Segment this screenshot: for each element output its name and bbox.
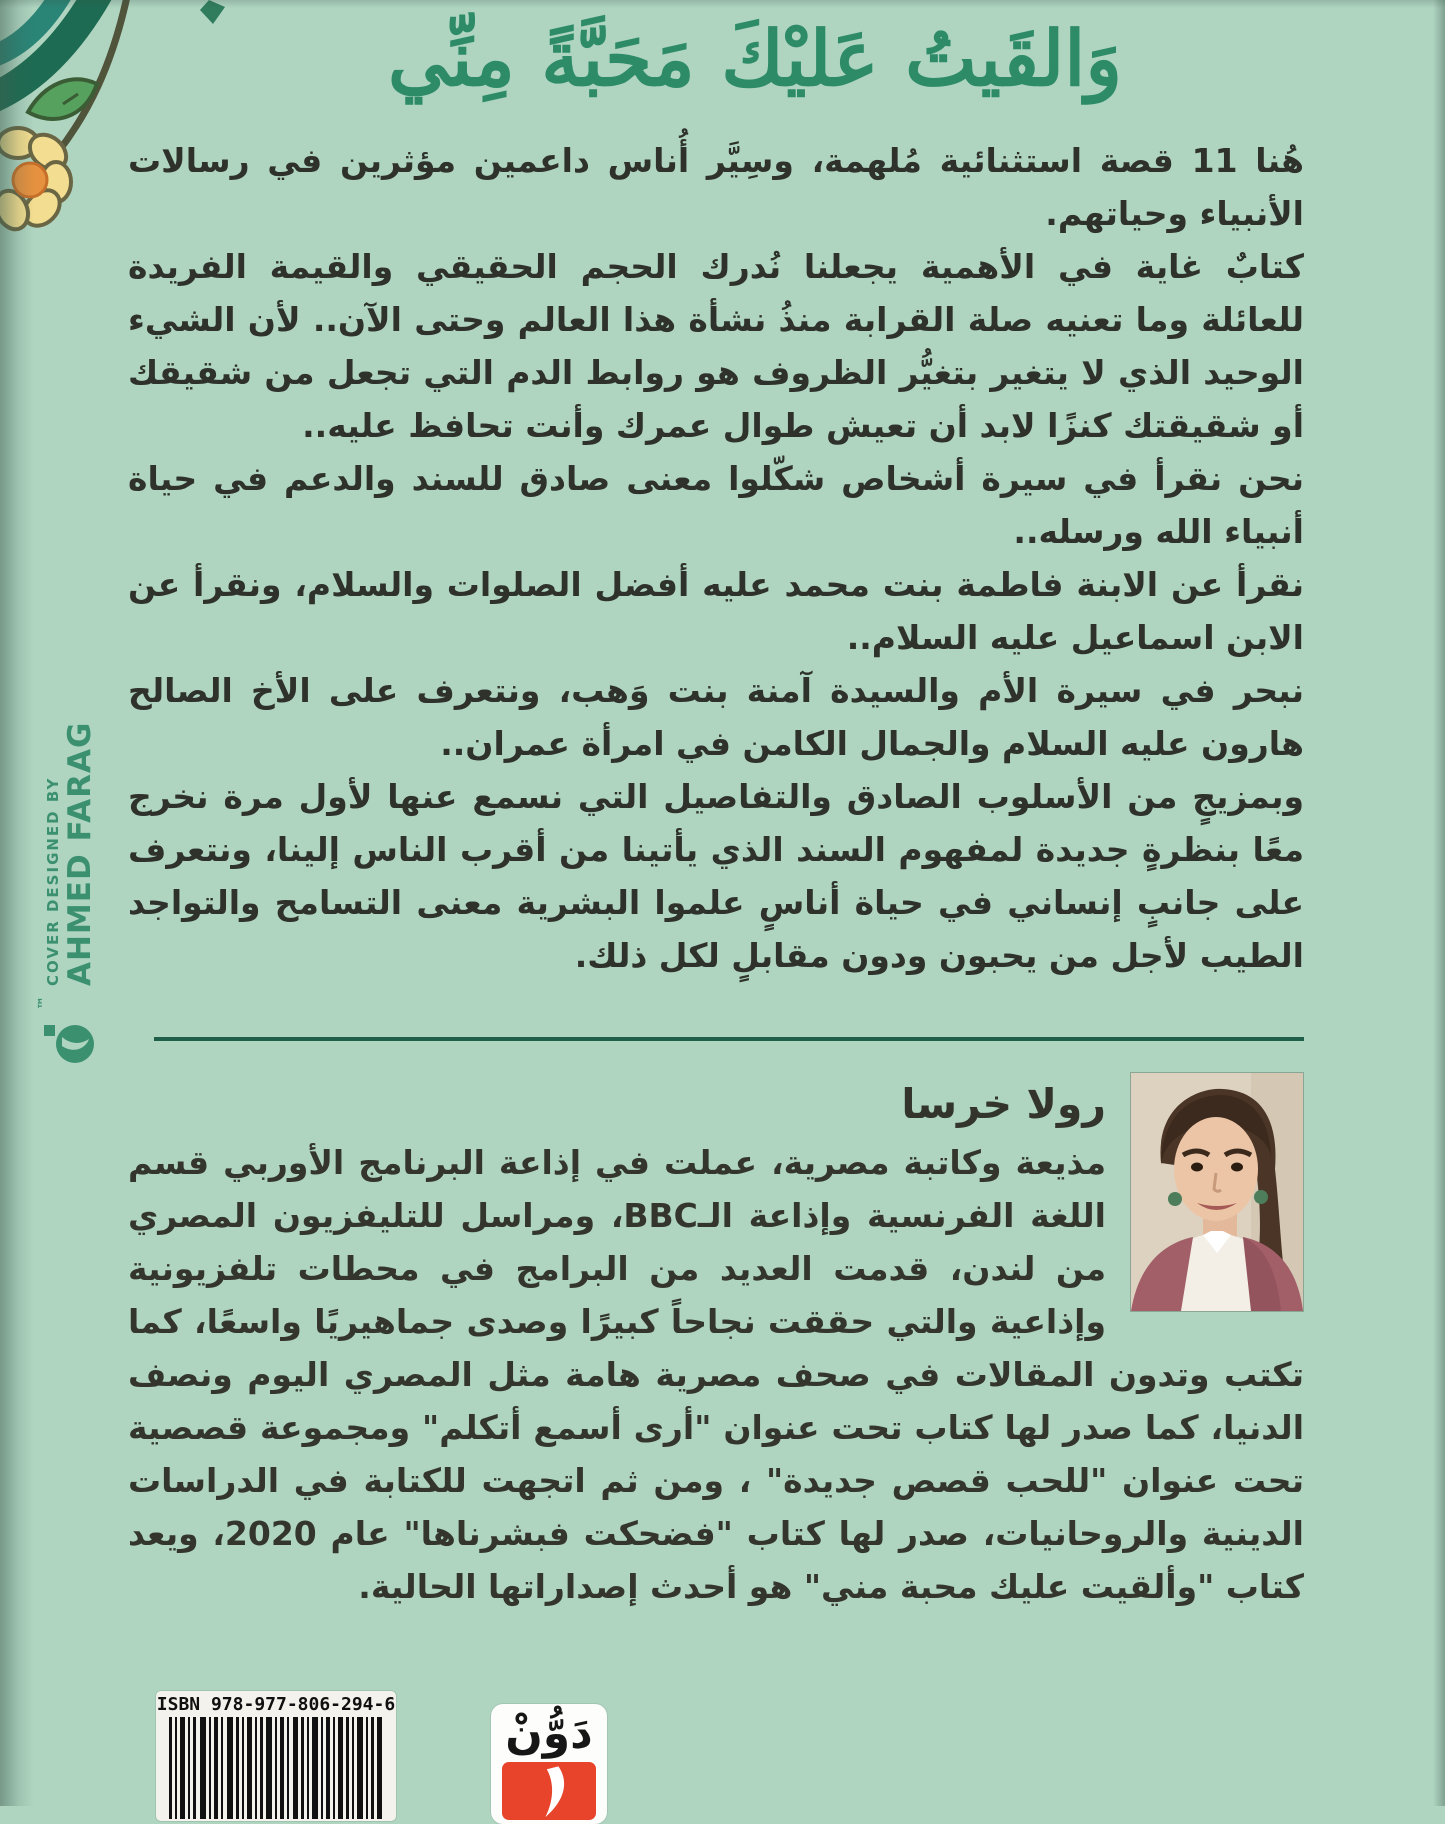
synopsis xyxy=(128,134,1304,982)
credit-line-small: COVER DESIGNED BY xyxy=(43,776,62,986)
publisher-comma-icon xyxy=(502,1762,596,1820)
credit-line-big: AHMED FARAG xyxy=(61,721,98,986)
right-edge-shadow xyxy=(1433,0,1445,1806)
isbn-barcode xyxy=(156,1691,396,1821)
cover-designer-credit xyxy=(34,680,106,1064)
publisher-logo xyxy=(491,1704,607,1824)
publisher-mark xyxy=(502,1762,596,1820)
synopsis-paragraph: كتابٌ غاية في الأهمية يجعلنا نُدرك الحجم الحقيقي والقيمة الفريدة للعائلة وما تعنيه صلة القرابة منذُ نشأة هذا العالم وحتى الآن.. لأن الشيء الوحيد الذي لا يتغير بتغيُّر الظروف هو روابط الدم التي تجعل من شقيقك أو شقيقتك كنزًا لابد أن تعيش طوال عمرك وأنت تحافظ عليه.. xyxy=(128,247,1304,445)
flower xyxy=(0,128,73,235)
synopsis-paragraph: نقرأ عن الابنة فاطمة بنت محمد عليه أفضل الصلوات والسلام، ونقرأ عن الابن اسماعيل عليه السلام.. xyxy=(128,565,1304,657)
author-portrait-illustration xyxy=(1131,1073,1303,1311)
designer-logo-icon xyxy=(44,1020,96,1064)
trademark-symbol: ™ xyxy=(36,996,52,1010)
author-bio: مذيعة وكاتبة مصرية، عملت في إذاعة البرنامج الأوربي قسم اللغة الفرنسية وإذاعة الـBBC، ومراسل للتليفزيون المصري من لندن، قدمت العديد من البرامج في محطات تلفزيونية وإذاعية والتي حققت نجاحاً كبيرًا وصدى جماهيريًا واسعًا، كما تكتب وتدون المقالات في صحف مصرية هامة مثل المصري اليوم ونصف الدنيا، كما صدر لها كتاب تحت عنوان "أرى أسمع أتكلم" ومجموعة قصصية تحت عنوان "للحب قصص جديدة" ، ومن ثم اتجهت للكتابة في الدراسات الدينية والروحانيات، صدر لها كتاب "فضحكت فبشرناها" عام 2020، ويعد كتاب "وألقيت عليك محبة مني" هو أحدث إصداراتها الحالية. xyxy=(128,1143,1304,1606)
author-name: رولا خرسا xyxy=(901,1080,1106,1128)
synopsis-paragraph: نبحر في سيرة الأم والسيدة آمنة بنت وَهب، ونتعرف على الأخ الصالح هارون عليه السلام والجمال الكامن في امرأة عمران.. xyxy=(128,671,1304,763)
book-title-calligraphy: وَالقَيتُ عَليْكَ مَحَبَّةً مِنِّي xyxy=(387,14,1123,103)
author-section xyxy=(128,1064,1304,1613)
author-photo xyxy=(1130,1072,1304,1312)
credit-text xyxy=(44,722,97,986)
section-divider xyxy=(154,1037,1304,1041)
barcode-bars xyxy=(167,1717,385,1819)
flower-center xyxy=(13,163,47,197)
synopsis-paragraph: نحن نقرأ في سيرة أشخاص شكّلوا معنى صادق للسند والدعم في حياة أنبياء الله ورسله.. xyxy=(128,459,1304,551)
spine-shadow xyxy=(0,0,34,1806)
synopsis-paragraph: هُنا 11 قصة استثنائية مُلهمة، وسِيَّر أُناس داعمين مؤثرين في رسالات الأنبياء وحياتهم. xyxy=(128,141,1304,233)
leaf-tip-cut xyxy=(200,0,225,24)
synopsis-paragraph: وبمزيجٍ من الأسلوب الصادق والتفاصيل التي نسمع عنها لأول مرة نخرج معًا بنظرةٍ جديدة لمفهوم السند الذي يأتينا من أقرب الناس إلينا، ونتعرف على جانبٍ إنساني في حياة أناسٍ علموا البشرية معنى التسامح والتواجد الطيب لأجل من يحبون ودون مقابلٍ لكل ذلك. xyxy=(128,777,1304,975)
isbn-number: ISBN 978-977-806-294-6 xyxy=(156,1694,396,1715)
publisher-name: دَوُّنْ xyxy=(505,1708,593,1759)
